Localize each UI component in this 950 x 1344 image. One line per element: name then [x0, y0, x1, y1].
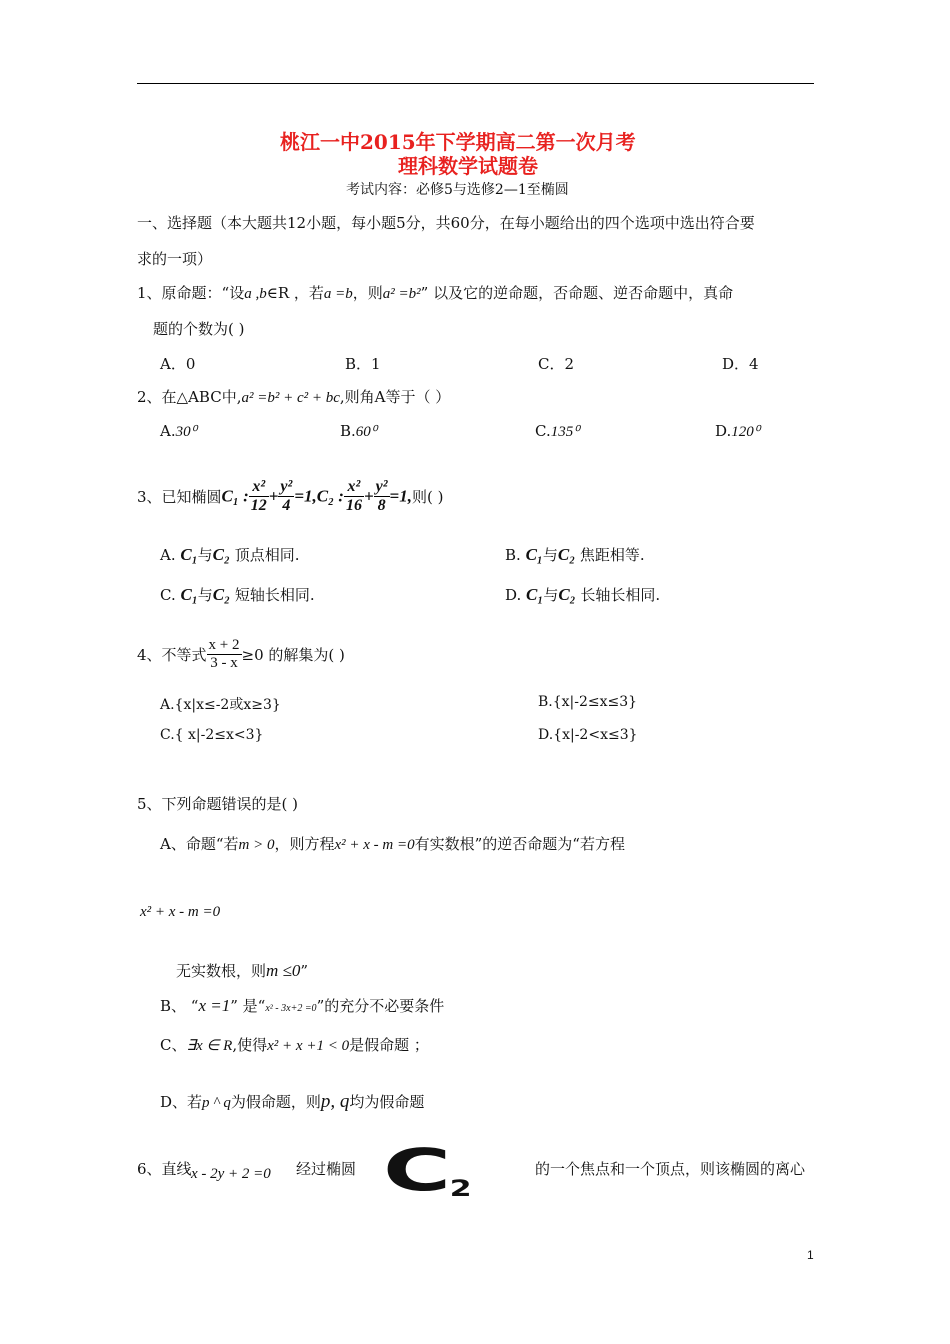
q3-option-a-yu: 与	[197, 546, 213, 564]
q5-a-line3-prefix: 无实数根，则	[176, 962, 267, 980]
q3-option-d	[505, 584, 660, 605]
question-2	[137, 386, 450, 407]
q5-option-a-line1	[160, 833, 625, 854]
q3-frac1-num: x²	[249, 478, 269, 497]
q6-big-sub: 2	[448, 1177, 469, 1202]
q5-d-vars: p, q	[320, 1091, 350, 1112]
q3-option-b-label: B.	[505, 546, 521, 564]
q5-option-a-line3	[176, 960, 308, 981]
q3-plus1: +	[268, 486, 279, 506]
q3-eq1: =1,	[294, 486, 317, 506]
q3-option-c-label: C.	[160, 586, 176, 604]
exam-title-line1: 桃江一中2015年下学期高二第一次月考	[280, 130, 636, 154]
q3-option-d-label: D.	[505, 586, 522, 604]
q2-option-b-label: B.	[340, 422, 356, 440]
q5-d-expr: p ^ q	[202, 1095, 231, 1111]
q3-option-a-text: 顶点相同.	[234, 546, 300, 564]
q5-a-mid: ，则方程	[274, 835, 335, 853]
q1-prefix: 1、原命题：“设	[137, 284, 245, 302]
question-3	[137, 478, 443, 515]
q5-b-eq: x² - 3x+2 =0	[265, 1003, 317, 1014]
section-heading-line1: 一、选择题（本大题共12小题，每小题5分，共60分，在每小题给出的四个选项中选出符合要	[137, 214, 755, 232]
q1-vars: a ,b	[244, 286, 267, 302]
q5-option-d	[160, 1091, 424, 1113]
q3-frac3-den: 16	[345, 497, 362, 514]
q5-option-a-line2: x² + x - m =0	[140, 904, 221, 920]
q1-option-b: B．1	[345, 355, 381, 373]
q1-option-d: D．4	[722, 355, 759, 373]
question-1-line2: 题的个数为( )	[153, 320, 245, 338]
q2-option-d-label: D.	[715, 422, 732, 440]
page-number: 1	[807, 1248, 814, 1262]
question-5: 5、下列命题错误的是( )	[137, 795, 299, 813]
q3-option-b-text: 焦距相等.	[579, 546, 645, 564]
q3-option-b-c2: C₂	[557, 545, 576, 564]
q5-option-b	[160, 995, 444, 1016]
q1-option-a: A．0	[160, 355, 196, 373]
q2-prefix: 2、在△ABC中,	[137, 388, 242, 406]
q2-option-b-value: 60⁰	[355, 424, 377, 440]
q5-b-mid: ” 是“	[230, 997, 266, 1015]
exam-title-line2: 理科数学试题卷	[398, 154, 538, 178]
q4-fraction-num: x + 2	[208, 637, 240, 653]
q3-option-a-c1: C₁	[180, 545, 198, 564]
q3-frac2-num: y²	[280, 478, 293, 495]
header-rule	[137, 83, 814, 84]
q5-a-cond: m > 0	[238, 837, 275, 853]
q6-mid: 经过椭圆	[296, 1160, 357, 1178]
q5-c-prefix: C、	[160, 1036, 187, 1054]
q5-a-rest: 有实数根”的逆否命题为“若方程	[414, 835, 625, 853]
q3-frac2-den: 4	[282, 497, 291, 514]
q5-c-eq: x² + x +1 < 0	[267, 1038, 350, 1054]
q6-big-c2	[383, 1136, 469, 1204]
q5-a-eq: x² + x - m =0	[334, 837, 415, 853]
q2-option-a-label: A.	[160, 422, 176, 440]
q4-option-a: A.{x|x≤-2或x≥3}	[160, 697, 281, 713]
q3-option-a	[160, 544, 300, 565]
question-1-line1	[137, 282, 733, 303]
q3-option-d-c1: C₁	[526, 585, 544, 604]
q3-frac1	[249, 478, 269, 515]
q3-option-c-c2: C₂	[212, 585, 231, 604]
q3-plus2: +	[363, 486, 374, 506]
q3-frac3-num: x²	[344, 478, 364, 497]
q5-d-prefix: D、若	[160, 1093, 203, 1111]
q6-rest: 的一个焦点和一个顶点，则该椭圆的离心	[535, 1160, 806, 1178]
q2-option-d	[715, 422, 760, 441]
q1-in-r: ∈R ，若	[266, 284, 324, 302]
q5-c-rest: 是假命题 ；	[349, 1036, 429, 1054]
q2-rest: ,则角A等于（ ）	[339, 388, 451, 406]
q3-option-b-yu: 与	[542, 546, 558, 564]
q5-c-mid: ,使得	[232, 1036, 268, 1054]
q5-d-rest: 均为假命题	[349, 1093, 425, 1111]
q2-option-c-label: C.	[535, 422, 551, 440]
q3-option-c-text: 短轴长相同.	[234, 586, 315, 604]
q4-option-d: D.{x|-2<x≤3}	[538, 727, 638, 743]
q5-b-rest: ”的充分不必要条件	[316, 997, 445, 1015]
q3-option-c	[160, 584, 315, 605]
q4-rest: ≥0 的解集为( )	[241, 646, 345, 664]
q3-c2: C₂ :	[316, 486, 344, 506]
q3-frac2	[278, 478, 294, 515]
q3-option-b-c1: C₁	[525, 545, 543, 564]
q3-frac1-den: 12	[250, 497, 267, 514]
q1-option-c: C．2	[538, 355, 575, 373]
q3-option-a-c2: C₂	[212, 545, 230, 564]
q6-prefix: 6、直线	[137, 1160, 192, 1178]
q5-option-c	[160, 1034, 429, 1055]
q2-option-b	[340, 422, 377, 441]
q3-option-d-yu: 与	[543, 586, 559, 604]
q5-b-cond: x =1	[198, 996, 231, 1015]
q2-option-c	[535, 422, 579, 441]
q3-option-c-yu: 与	[197, 586, 213, 604]
q3-option-b	[505, 544, 645, 565]
q2-expr: a² =b² + c² + bc	[241, 390, 340, 406]
q3-option-c-c1: C₁	[180, 585, 198, 604]
q2-option-d-value: 120⁰	[731, 424, 760, 440]
q5-a-prefix: A、命题“若	[160, 835, 239, 853]
q3-option-d-c2: C₂	[558, 585, 576, 604]
q5-c-expr: ∃x ∈ R	[186, 1038, 233, 1054]
q4-fraction-den: 3 - x	[210, 655, 238, 671]
q6-equation: x - 2y + 2 =0	[191, 1166, 271, 1182]
q1-then: ，则	[352, 284, 383, 302]
q6-big-c2-symbol	[383, 1136, 469, 1204]
q3-frac4	[374, 478, 390, 515]
q3-option-a-label: A.	[160, 546, 176, 564]
section-heading-line2: 求的一项）	[137, 250, 213, 268]
q4-prefix: 4、不等式	[137, 646, 207, 664]
q2-option-c-value: 135⁰	[550, 424, 580, 440]
q3-rest: 则( )	[411, 488, 444, 506]
q4-option-b: B.{x|-2≤x≤3}	[538, 694, 638, 710]
q3-frac4-num: y²	[375, 478, 388, 495]
exam-scope: 考试内容：必修5与选修2—1至椭圆	[346, 182, 569, 198]
q3-eq2: =1,	[389, 486, 412, 506]
q5-a-line3-end: ”	[300, 962, 309, 980]
q2-option-a-value: 30⁰	[175, 424, 197, 440]
q5-d-mid: 为假命题，则	[230, 1093, 321, 1111]
q5-a-line3-cond: m ≤0	[266, 961, 301, 980]
q6-big-c: C	[383, 1136, 448, 1204]
q3-option-d-text: 长轴长相同.	[580, 586, 661, 604]
q3-frac3	[344, 478, 364, 515]
q3-prefix: 3、已知椭圆	[137, 488, 222, 506]
q3-frac4-den: 8	[377, 497, 386, 514]
q1-cond: a =b	[323, 286, 353, 302]
q5-b-prefix: B、 “	[160, 997, 199, 1015]
q4-option-c: C.{ x|-2≤x<3}	[160, 727, 264, 743]
q1-expr: a² =b²	[382, 286, 421, 302]
q4-fraction	[207, 637, 242, 672]
q3-c1: C₁ :	[221, 486, 249, 506]
question-4	[137, 637, 345, 672]
q2-option-a	[160, 422, 197, 441]
q1-rest: ” 以及它的逆命题，否命题、逆否命题中，真命	[420, 284, 734, 302]
